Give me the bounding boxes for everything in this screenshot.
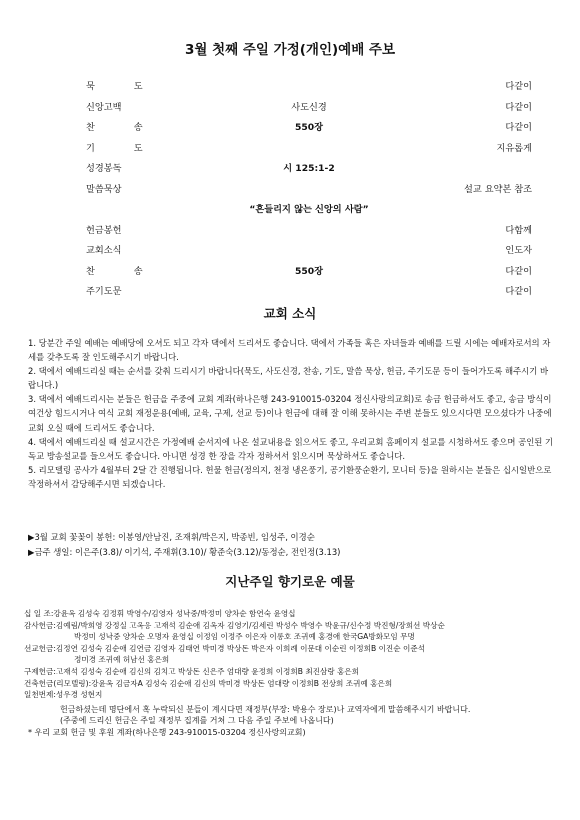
order-leader: 인도자	[505, 245, 532, 256]
order-leader: 지유롭게	[496, 142, 532, 154]
order-row	[86, 95, 532, 116]
offering-type: 구제헌금:	[24, 666, 56, 676]
order-detail: 550장	[294, 265, 324, 277]
news-item: 1. 당분간 주일 예배는 예배당에 오셔도 되고 각자 댁에서 드리셔도 좋습니다. 댁에서 가족들 혹은 자녀들과 예배를 드릴 시에는 예배자로서의 자세를 갖추도록 잘 인도해주시기 바랍니다.	[28, 338, 551, 363]
order-detail: 550장	[294, 122, 324, 133]
order-row	[86, 238, 532, 259]
order-row	[86, 259, 532, 280]
news-item: 4. 댁에서 예배드리실 때 설교시간은 가정예배 순서지에 나온 설교내용을 읽으셔도 좋고, 우리교회 홈페이지 설교를 시청하셔도 좋으며 공인된 기독교 방송설교를 들으셔도 좋습니다. 아니면 성경 한 장을 각자 정하셔서 읽으시며 묵상하셔도 좋습니다.	[28, 436, 554, 461]
order-label: 신앙고백	[86, 101, 122, 113]
bulletin-title: 3월 첫째 주일 가정(개인)예배 주보	[184, 42, 396, 58]
order-row	[86, 279, 532, 300]
order-leader: 다같이	[505, 81, 532, 92]
order-row	[86, 136, 532, 157]
offering-row	[24, 689, 564, 701]
offering-row	[24, 678, 564, 690]
order-label: 주기도문	[86, 286, 122, 297]
order-row	[86, 177, 532, 198]
offering-row	[24, 620, 564, 632]
order-label: 성경봉독	[86, 163, 122, 174]
order-leader: 설교 요약본 참조	[464, 183, 532, 195]
order-label: 기 도	[86, 142, 161, 154]
order-leader: 다같이	[505, 101, 532, 113]
worship-order	[86, 74, 532, 300]
offering-type: 일천번제:	[24, 690, 56, 700]
news-item: 2. 댁에서 예배드리실 때는 순서를 갖춰 드리시기 바랍니다(묵도, 사도신경, 찬송, 기도, 말씀 묵상, 헌금, 주기도문 등이 들어가도록 해주시기 바랍니다.)	[28, 366, 549, 391]
offering-names: 성우경 성현지	[55, 690, 103, 700]
order-detail: 사도신경	[291, 101, 327, 113]
account-note: * 우리 교회 헌금 및 후원 계좌(하나은행 243-910015-03204 정신사랑의교회)	[28, 727, 306, 737]
notices	[28, 530, 554, 559]
offering-type: 십 일 조:	[24, 609, 54, 618]
offering-names-cont: 박정미 성낙중 양차순 오명자 윤영십 이정임 이정주 이은자 이롱호 조귀예 홍경애 한국GA방화모임 무명	[74, 632, 415, 642]
news-item: 5. 리모델링 공사가 4월부터 2달 간 진행됩니다. 헌물 헌금(정의지, 천정 냉온풍기, 공기환풍순환기, 모니터 등)을 원하시는 분들은 십시일반으로 작정하셔서 감당해주시면 되겠습니다.	[28, 464, 552, 489]
order-leader: 다같이	[505, 265, 532, 277]
closing-note: (주중에 드리신 헌금은 주일 재정부 집계를 거쳐 그 다음 주일 주보에 나옵니다)	[60, 716, 334, 726]
offering-row	[24, 666, 564, 678]
offering-names: 강윤옥 김성숙 김정휘 박영수/김영자 성낙중/박정미 양차순 함연숙 윤영십	[53, 609, 296, 618]
offering-names-cont: 정미경 조귀예 허남선 홍은희	[74, 655, 170, 665]
offering-type: 선교헌금:	[24, 643, 56, 653]
news-heading: 교회 소식	[263, 306, 317, 321]
offering-names: 김예림/박희영 강정실 고옥응 고재석 김순애 김옥자 김영기/김세린 박성수 박영수 박윤규/신수정 박진형/장희선 박상순	[55, 620, 445, 630]
closing-note: 헌금하셨는데 명단에서 혹 누락되신 분들이 계시다면 재정부(부장: 박용수 장로)나 교역자에게 말씀해주시기 바랍니다.	[60, 704, 471, 714]
offering-row	[24, 608, 564, 620]
birthday-notice: ▶금주 생일: 이은주(3.8)/ 이기석, 주재휘(3.10)/ 황준숙(3.12)/동정순, 전인정(3.13)	[28, 546, 341, 557]
offering-row	[24, 643, 564, 655]
news-item: 3. 댁에서 예배드리시는 분들은 헌금을 주중에 교회 계좌(하나은행 243-910015-03204 정신사랑의교회)로 송금 헌금하셔도 좋고, 송금 방식이 여건상 힘드시거나 여식 교회 재정운용(예배, 교육, 구제, 선교 등)이나 헌금에 대해 잘 이해 못하시는 주변 분들도 있으시다면 모으셨다가 나중에 교회 오실 때에 드리셔도 좋습니다.	[28, 394, 552, 433]
sermon-row	[86, 197, 532, 218]
order-label: 헌금봉헌	[86, 224, 122, 236]
flower-notice: ▶3월 교회 꽃꽂이 봉헌: 이봉영/안남진, 조재휘/박은지, 박종빈, 임성주, 이경순	[28, 532, 315, 542]
order-label: 말씀묵상	[86, 183, 122, 195]
offering-type: 건축헌금(리모델링):	[24, 678, 92, 688]
order-label: 찬 송	[86, 265, 161, 277]
offering-names: 고재석 김성숙 김순애 김신의 김치고 박상돈 신은주 엄대량 윤정희 이정희B 최진삼랑 홍은희	[55, 666, 360, 676]
order-row	[86, 74, 532, 95]
order-row	[86, 115, 532, 136]
order-leader: 다같이	[505, 122, 532, 133]
offering-list	[24, 608, 564, 739]
order-label: 교회소식	[86, 245, 122, 256]
offering-names: 강윤옥 김금자A 김성숙 김순애 김신의 박미경 박상돈 엄대량 이정희B 전상희 조귀예 홍은희	[91, 678, 393, 688]
order-row	[86, 156, 532, 177]
order-leader: 다함께	[505, 224, 532, 236]
church-news	[28, 336, 554, 491]
order-detail: 시 125:1-2	[283, 163, 335, 174]
order-row	[86, 218, 532, 239]
order-label: 찬 송	[86, 122, 161, 133]
order-label: 묵 도	[86, 81, 161, 92]
order-leader: 다같이	[505, 286, 532, 297]
offering-names: 김정연 김성숙 김순애 김연금 김영자 김태연 박미경 박상돈 박은자 이희례 이문대 이순린 이정희B 이진순 이준석	[55, 643, 426, 653]
sermon-title: “흔들리지 않는 신앙의 사람”	[249, 204, 369, 215]
offering-type: 감사헌금:	[24, 620, 56, 630]
offering-heading: 지난주일 향기로운 예물	[225, 574, 355, 589]
